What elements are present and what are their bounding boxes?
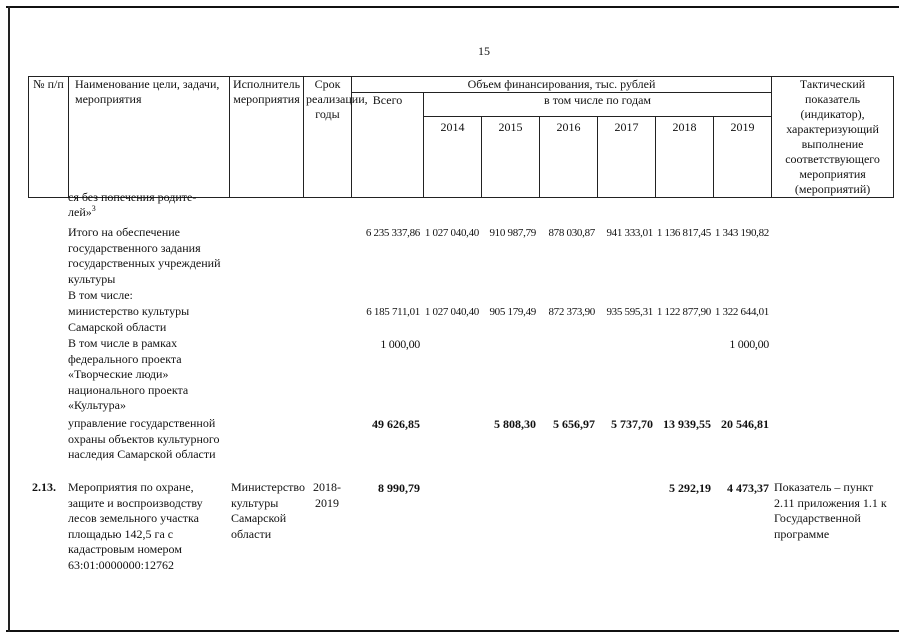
row-federal-project-total: 1 000,00 (380, 337, 420, 351)
row-213-2019: 4 473,37 (727, 481, 769, 495)
continuation-line-2: лей»$^3$ (68, 204, 96, 219)
row-ministry-2014: 1 027 040,40 (424, 306, 479, 318)
row-total-2018: 1 136 817,45 (656, 227, 711, 239)
row-heritage-dept-total: 49 626,85 (372, 417, 420, 431)
header-executor: Исполнитель мероприятия (230, 77, 304, 198)
header-year-2016: 2016 (540, 117, 598, 198)
row-total-2014: 1 027 040,40 (424, 227, 479, 239)
row-ministry-2016: 872 373,90 (548, 306, 595, 318)
table-header (28, 76, 894, 198)
header-funding: Объем финансирования, тыс. рублей (352, 77, 772, 93)
row-total-2019: 1 343 190,82 (714, 227, 769, 239)
row-ministry-2015: 905 179,49 (489, 306, 536, 318)
row-heritage-dept-2019: 20 546,81 (721, 417, 769, 431)
header-number: № п/п (29, 77, 69, 198)
top-rule (6, 6, 899, 8)
header-year-2018: 2018 (656, 117, 714, 198)
left-margin-line (8, 6, 10, 632)
row-heritage-dept-2018: 13 939,55 (663, 417, 711, 431)
header-year-2014: 2014 (424, 117, 482, 198)
row-213-executor: Министерство культуры Самарской области (231, 480, 305, 541)
row-federal-project-2019: 1 000,00 (729, 337, 769, 351)
row-ministry-name: министерство культуры Самарской области (68, 304, 190, 334)
row-heritage-dept-2017: 5 737,70 (611, 417, 653, 431)
row-213-term: 2018-2019 (313, 480, 341, 510)
row-213-name: Мероприятия по охране, защите и воспроизводству лесов земельного участка площадью 142,5 га с кадастровым номером 63:01:0000000:12762 (68, 480, 203, 572)
header-term: Срок реализации, годы (304, 77, 352, 198)
header-by-years: в том числе по годам (424, 93, 772, 117)
row-including-label: В том числе: (68, 288, 133, 302)
row-total-2017: 941 333,01 (606, 227, 653, 239)
row-ministry-2019: 1 322 644,01 (714, 306, 769, 318)
row-ministry-2018: 1 122 877,90 (656, 306, 711, 318)
footnote-marker: 3 (91, 204, 96, 213)
row-heritage-dept-2015: 5 808,30 (494, 417, 536, 431)
row-total-total: 6 235 337,86 (365, 227, 420, 239)
row-heritage-dept-name: управление государственной охраны объектов культурного наследия Самарской области (68, 416, 220, 461)
header-name: Наименование цели, задачи, мероприятия (69, 77, 230, 198)
row-total-2015: 910 987,79 (489, 227, 536, 239)
row-ministry-2017: 935 595,31 (606, 306, 653, 318)
page-number: 15 (478, 44, 490, 58)
row-213-total: 8 990,79 (378, 481, 420, 495)
row-federal-project-name: В том числе в рамках федерального проекта «Творческие люди» национального проекта «Культура» (68, 336, 189, 412)
header-total: Всего (352, 93, 424, 198)
row-213-2018: 5 292,19 (669, 481, 711, 495)
header-year-2019: 2019 (714, 117, 772, 198)
row-total-name: Итого на обеспечение государственного задания государственных учреждений культуры (68, 225, 221, 286)
row-total-2016: 878 030,87 (548, 227, 595, 239)
row-213-number: 2.13. (32, 480, 56, 494)
row-heritage-dept-2016: 5 656,97 (553, 417, 595, 431)
continuation-line: ся без попечения родите- (68, 190, 197, 204)
bottom-rule (6, 630, 899, 632)
row-ministry-total: 6 185 711,01 (366, 306, 420, 318)
row-213-indicator: Показатель – пункт 2.11 приложения 1.1 к Государственной программе (774, 480, 887, 541)
header-indicator: Тактический показатель (индикатор), характеризующий выполнение соответствующего мероприятия (мероприятий) (772, 77, 894, 198)
header-year-2015: 2015 (482, 117, 540, 198)
header-year-2017: 2017 (598, 117, 656, 198)
